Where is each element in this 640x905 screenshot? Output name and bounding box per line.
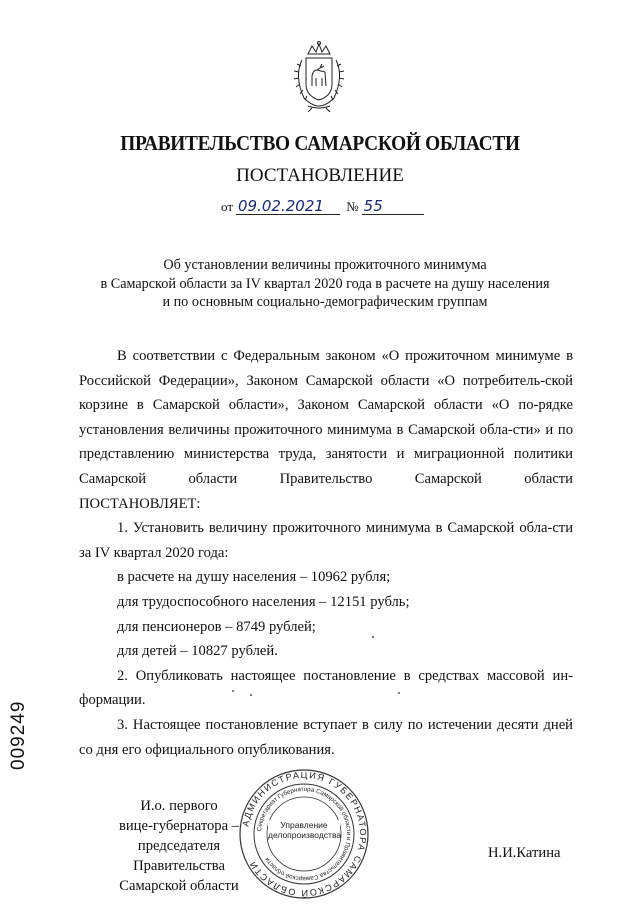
subject-line: Об установлении величины прожиточного минимума xyxy=(163,257,487,273)
stamp-center-line: Управление xyxy=(280,820,328,830)
stamp-middle-text: Секретариат Губернатора Самарской области и Правительства Самарской области xyxy=(256,785,353,883)
subject-line: в Самарской области за IV квартал 2020 года в расчете на душу населения xyxy=(100,275,550,292)
signatory-name: Н.И.Катина xyxy=(488,845,561,861)
number-label: № xyxy=(346,199,359,214)
preamble-paragraph: В соответствии с Федеральным законом «О прожиточном минимуме в Российской Федерации», Законом Самарской области «О потребитель-ской корзине в Самарской области», Законом Самарской области «О по-рядке установления величины прожиточного минимума в Самарской обла-сти» и по представлению министерства труда, занятости и миграционной политики Самарской области Правительство Самарской области xyxy=(79,348,573,487)
document-date: 09.02.2021 xyxy=(236,198,340,215)
stamp-center xyxy=(268,820,340,840)
document-type: ПОСТАНОВЛЕНИЕ xyxy=(236,165,404,186)
signatory-position xyxy=(104,796,254,896)
position-line: председателя Правительства xyxy=(133,838,225,874)
position-line: вице-губернатора – xyxy=(118,818,240,834)
document-body xyxy=(79,344,573,762)
item-3: 3. Настоящее постановление вступает в силу по истечении десяти дней со дня его официального опубликования. xyxy=(79,716,573,758)
item-1: 1. Установить величину прожиточного минимума в Самарской обла-сти за IV квартал 2020 года: xyxy=(79,520,573,561)
position-line: Самарской области xyxy=(119,878,239,894)
document-date-number xyxy=(218,198,424,215)
scan-speck xyxy=(250,694,252,696)
scan-speck xyxy=(398,692,400,694)
item-2: 2. Опубликовать настоящее постановление в средствах массовой ин-формации. xyxy=(79,667,573,709)
amount-children: для детей – 10827 рублей. xyxy=(117,643,278,660)
scan-speck xyxy=(232,690,234,692)
stamp-outer-text: АДМИНИСТРАЦИЯ ГУБЕРНАТОРА САМАРСКОЙ ОБЛАСТИ xyxy=(240,769,369,899)
resolves-word: ПОСТАНОВЛЯЕТ: xyxy=(79,495,201,512)
coat-of-arms-emblem xyxy=(286,40,352,112)
document-number: 55 xyxy=(362,198,424,215)
document-subject xyxy=(60,256,590,312)
subject-line: и по основным социально-демографическим группам xyxy=(162,294,488,310)
amount-working-age: для трудоспособного населения – 12151 рубль; xyxy=(117,593,410,610)
amount-pensioners: для пенсионеров – 8749 рублей; xyxy=(117,618,316,635)
official-stamp xyxy=(238,768,370,900)
scan-speck xyxy=(372,636,374,638)
amount-per-capita: в расчете на душу населения – 10962 рубля; xyxy=(117,569,391,586)
registration-side-number: 009249 xyxy=(8,700,29,770)
government-title: ПРАВИТЕЛЬСТВО САМАРСКОЙ ОБЛАСТИ xyxy=(120,131,520,155)
position-line: И.о. первого xyxy=(140,798,218,814)
date-prefix: от xyxy=(221,199,234,214)
stamp-center-line: делопроизводства xyxy=(268,830,342,840)
